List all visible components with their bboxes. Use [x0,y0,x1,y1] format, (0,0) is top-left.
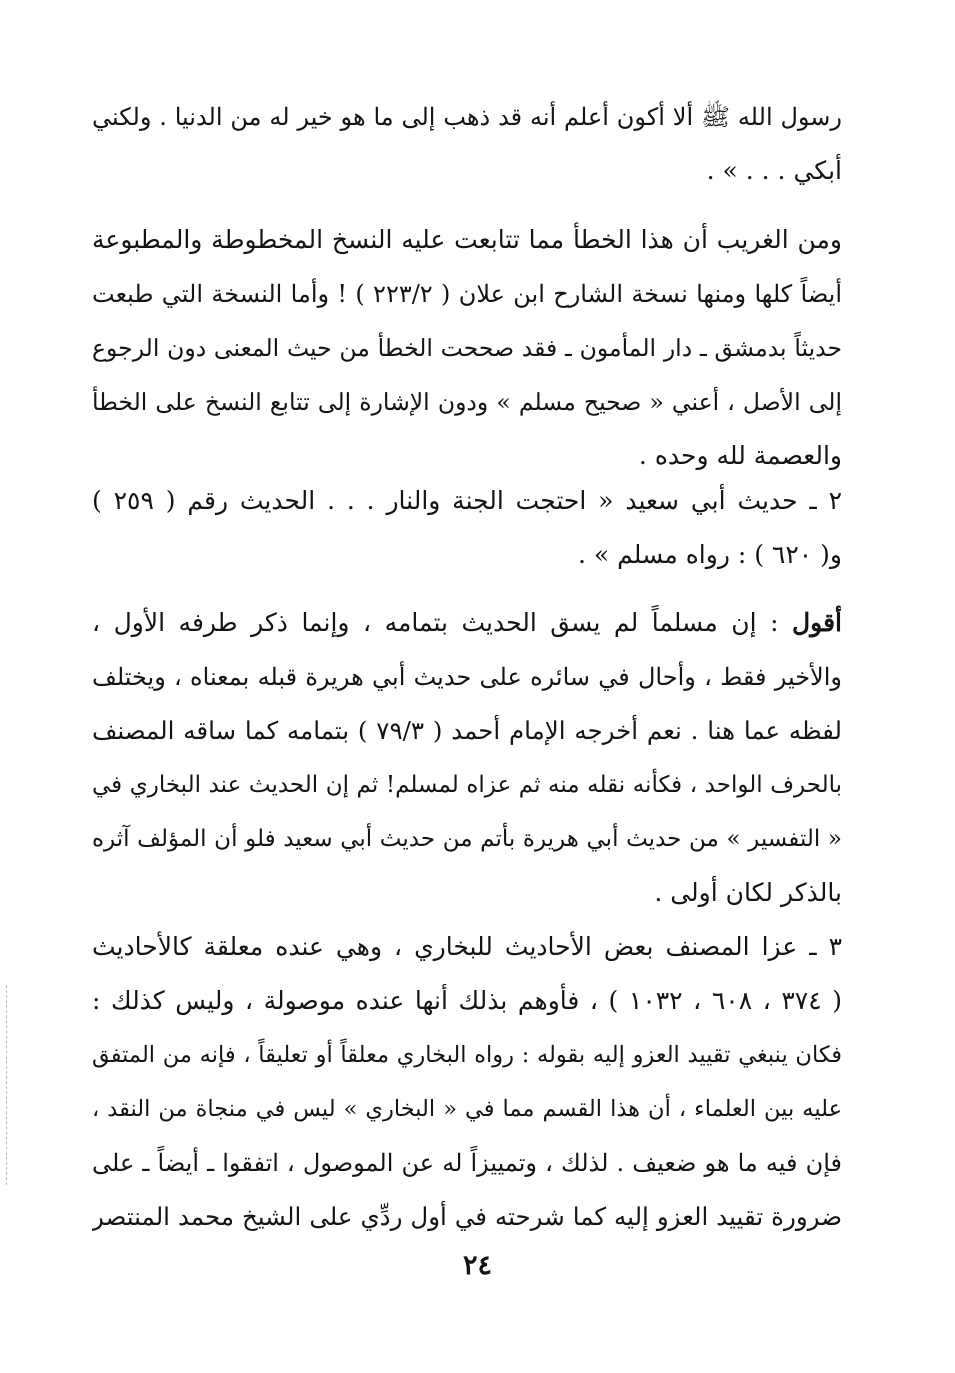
paragraph-lead-word: أقول [792,608,842,637]
paragraph-3 [92,474,842,582]
text-line: فإن فيه ما هو ضعيف . لذلك ، وتمييزاً له عن الموصول ، اتفقوا ـ أيضاً ـ على [92,1149,842,1177]
paragraph-5 [92,920,842,1244]
paragraph-2 [92,213,842,483]
text-line: والأخير فقط ، وأحال في سائره على حديث أبي هريرة قبله بمعناه ، ويختلف [92,663,842,691]
paragraph-1 [92,90,842,198]
paragraph-4 [92,596,842,920]
text-line: حديثاً بدمشق ـ دار المأمون ـ فقد صححت الخطأ من حيث المعنى دون الرجوع [92,334,842,362]
text-line: و( ٦٢٠ ) : رواه مسلم » . [578,540,842,569]
text-line: ٣ ـ عزا المصنف بعض الأحاديث للبخاري ، وهي عنده معلقة كالأحاديث [92,932,842,961]
text-line: لفظه عما هنا . نعم أخرجه الإمام أحمد ( ٧٩/٣ ) بتمامه كما ساقه المصنف [92,716,842,745]
text-line: فكان ينبغي تقييد العزو إليه بقوله : رواه البخاري معلقاً أو تعليقاً ، فإنه من المتفق [92,1042,842,1068]
text-line: ( ٣٧٤ ، ٦٠٨ ، ١٠٣٢ ) ، فأوهم بذلك أنها عنده موصولة ، وليس كذلك : [92,986,842,1015]
text-line: ومن الغريب أن هذا الخطأ مما تتابعت عليه النسخ المخطوطة والمطبوعة [92,225,842,254]
text-line: بالحرف الواحد ، فكأنه نقله منه ثم عزاه لمسلم! ثم إن الحديث عند البخاري في [92,772,842,798]
text-line: عليه بين العلماء ، أن هذا القسم مما في « البخاري » ليس في منجاة من النقد ، [92,1096,842,1122]
text-line: ٢ ـ حديث أبي سعيد « احتجت الجنة والنار . . . الحديث رقم ( ٢٥٩ ) [92,486,842,515]
text-line: « التفسير » من حديث أبي هريرة بأتم من حديث أبي سعيد فلو أن المؤلف آثره [92,826,842,852]
text-line: رسول الله ﷺ ألا أكون أعلم أنه قد ذهب إلى ما هو خير له من الدنيا . ولكني [92,103,842,131]
text-line: أيضاً كلها ومنها نسخة الشارح ابن علان ( ٢٢٣/٢ ) ! وأما النسخة التي طبعت [92,280,842,308]
page-number: ٢٤ [462,1250,492,1281]
text-line: إلى الأصل ، أعني « صحيح مسلم » ودون الإشارة إلى تتابع النسخ على الخطأ [92,388,842,416]
text-line: ضرورة تقييد العزو إليه كما شرحته في أول ردِّي على الشيخ محمد المنتصر [92,1202,842,1231]
margin-scan-marks [6,985,9,1185]
text-line-rest: : إن مسلماً لم يسق الحديث بتمامه ، وإنما ذكر طرفه الأول ، [92,608,793,637]
text-line: أبكي . . . » . [706,156,842,185]
text-line: بالذكر لكان أولى . [654,878,842,907]
text-line: والعصمة لله وحده . [638,441,842,470]
text-line [92,596,842,650]
